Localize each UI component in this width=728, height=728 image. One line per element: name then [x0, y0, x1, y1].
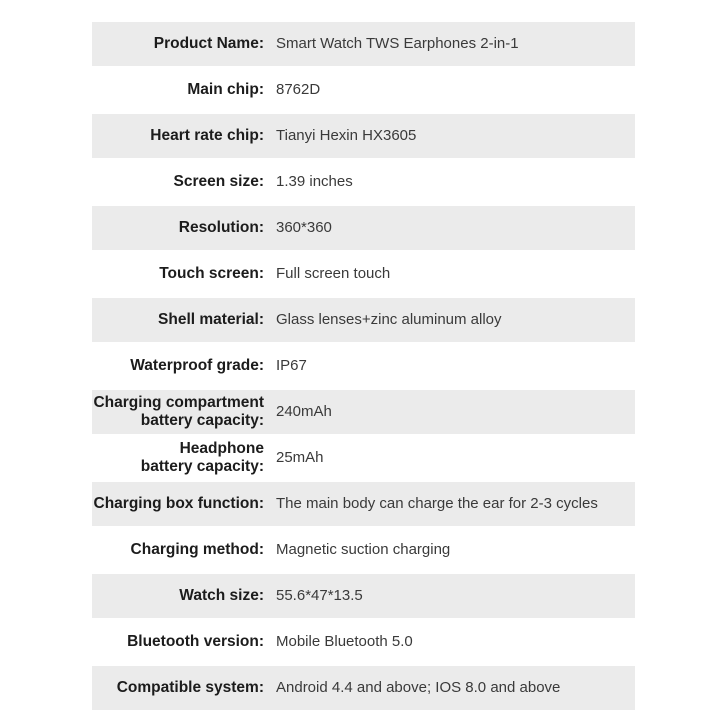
spec-label: Headphone battery capacity:	[140, 440, 264, 475]
spec-row-charging-compartment-capacity	[92, 390, 635, 434]
spec-value: Magnetic suction charging	[276, 541, 451, 558]
spec-value: IP67	[276, 357, 307, 374]
spec-row-resolution	[92, 206, 635, 250]
spec-value: 55.6*47*13.5	[276, 587, 363, 604]
spec-value: 360*360	[276, 219, 332, 236]
spec-row-charging-box-function	[92, 482, 635, 526]
spec-row-headphone-capacity	[92, 434, 635, 482]
spec-label: Bluetooth version:	[127, 633, 264, 650]
spec-row-screen-size	[92, 158, 635, 206]
spec-row-heart-rate-chip	[92, 114, 635, 158]
spec-value: Full screen touch	[276, 265, 391, 282]
spec-value: Smart Watch TWS Earphones 2-in-1	[276, 35, 519, 52]
spec-label: Heart rate chip:	[150, 127, 264, 144]
spec-row-product-name	[92, 22, 635, 66]
spec-label: Charging box function:	[93, 495, 264, 512]
spec-value: 240mAh	[276, 403, 332, 420]
spec-label: Charging method:	[130, 541, 264, 558]
spec-label: Waterproof grade:	[130, 357, 264, 374]
spec-label: Charging compartment battery capacity:	[93, 394, 264, 429]
spec-label: Touch screen:	[159, 265, 264, 282]
spec-row-shell-material	[92, 298, 635, 342]
spec-value: The main body can charge the ear for 2-3 cycles	[276, 495, 598, 512]
spec-label: Main chip:	[187, 81, 264, 98]
spec-row-waterproof-grade	[92, 342, 635, 390]
spec-label: Shell material:	[158, 311, 264, 328]
spec-value: Tianyi Hexin HX3605	[276, 127, 417, 144]
spec-label: Resolution:	[178, 219, 264, 236]
spec-row-bluetooth-version	[92, 618, 635, 666]
spec-label: Screen size:	[173, 173, 264, 190]
spec-label: Product Name:	[153, 35, 264, 52]
spec-row-touch-screen	[92, 250, 635, 298]
spec-row-charging-method	[92, 526, 635, 574]
spec-value: 1.39 inches	[276, 173, 353, 190]
spec-value: Android 4.4 and above; IOS 8.0 and above	[276, 679, 561, 696]
spec-row-watch-size	[92, 574, 635, 618]
spec-table	[92, 22, 635, 710]
spec-label: Compatible system:	[116, 679, 264, 696]
spec-value: 25mAh	[276, 449, 324, 466]
spec-label: Watch size:	[179, 587, 264, 604]
spec-value: Glass lenses+zinc aluminum alloy	[276, 311, 502, 328]
spec-row-compatible-system	[92, 666, 635, 710]
spec-row-main-chip	[92, 66, 635, 114]
spec-value: Mobile Bluetooth 5.0	[276, 633, 413, 650]
spec-value: 8762D	[276, 81, 321, 98]
